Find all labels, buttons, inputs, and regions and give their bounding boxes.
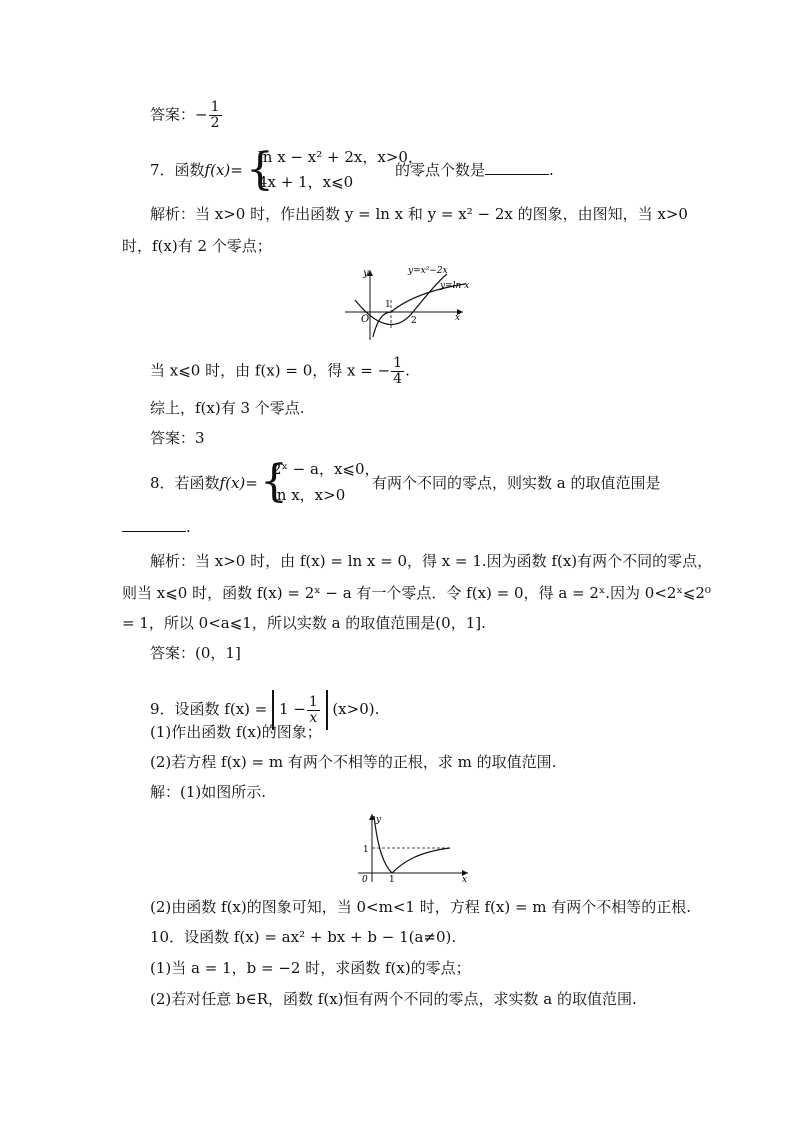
sol7-line-3 <box>150 356 410 387</box>
q9-number: 9．设函数 f(x) = <box>150 700 268 718</box>
q10-line-1: 10．设函数 f(x) = ax² + bx + b − 1(a≠0). <box>150 928 457 946</box>
q7-case-1: ln x − x² + 2x，x>0， <box>258 148 423 166</box>
q7-case-2: 4x + 1，x⩽0 <box>258 173 354 191</box>
denominator: x <box>309 709 318 726</box>
answer-label: 答案： <box>150 105 196 124</box>
sol7-line-2: 时，f(x)有 2 个零点； <box>122 237 272 255</box>
q10-part-2: (2)若对任意 b∈R，函数 f(x)恒有两个不同的零点，求实数 a 的取值范围. <box>150 990 637 1008</box>
sol8-line-1: 解析：当 x>0 时，由 f(x) = ln x = 0，得 x = 1.因为函数 f(x)有两个不同的零点， <box>150 552 713 570</box>
answer-6 <box>150 100 223 131</box>
ln-label: y=ln x <box>440 281 470 291</box>
fraction <box>209 100 222 131</box>
numerator: 1 <box>393 355 403 371</box>
period: . <box>549 161 554 179</box>
y-tick-1-label: 1 <box>363 845 369 855</box>
q8-blank-line <box>122 517 191 537</box>
sol8-answer: 答案：(0，1] <box>150 644 241 662</box>
denominator: 4 <box>393 371 403 387</box>
denominator: 2 <box>210 115 220 131</box>
tick-1-label: 1 <box>385 300 391 310</box>
y-axis-label: y <box>363 268 369 279</box>
origin-label: 0 <box>362 875 368 885</box>
graph-q9 <box>358 810 488 885</box>
y-axis-label: y <box>376 815 382 825</box>
q8-number: 8．若函数 <box>150 474 220 492</box>
q8-case-1: 2ˣ − a，x⩽0， <box>272 460 380 478</box>
period: . <box>186 518 191 536</box>
origin-label: O <box>361 314 370 325</box>
numerator: 1 <box>210 99 220 115</box>
q9-sol-1: 解：(1)如图所示. <box>150 783 267 801</box>
x-axis-label: x <box>455 313 461 323</box>
period: . <box>405 361 410 380</box>
q7-brace: { <box>246 144 274 195</box>
q9-inner: 1 − <box>278 700 306 718</box>
q9-part-2: (2)若方程 f(x) = m 有两个不相等的正根，求 m 的取值范围. <box>150 753 557 771</box>
parabola-label: y=x²−2x <box>408 266 448 276</box>
numerator: 1 <box>308 693 318 710</box>
sol7-line-3-text: 当 x⩽0 时，由 f(x) = 0，得 x = − <box>150 361 391 380</box>
minus-sign: − <box>195 105 208 124</box>
x-axis-label: x <box>462 875 468 885</box>
sol7-line-4: 综上，f(x)有 3 个零点. <box>150 399 305 417</box>
q8-brace: { <box>260 456 288 507</box>
x-tick-1-label: 1 <box>389 875 395 885</box>
q8-fx: f(x)= <box>219 474 258 492</box>
fraction <box>391 356 404 387</box>
q9-sol-2: (2)由函数 f(x)的图象可知，当 0<m<1 时，方程 f(x) = m 有两个不相等的正根. <box>150 898 692 916</box>
q8-case-2: ln x，x>0 <box>272 486 346 504</box>
question-8-label <box>150 473 258 493</box>
question-7-label <box>150 160 243 180</box>
q10-part-1: (1)当 a = 1，b = −2 时，求函数 f(x)的零点； <box>150 959 471 977</box>
answer-blank <box>485 160 549 175</box>
q7-number: 7．函数 <box>150 161 205 179</box>
q7-fx: f(x)= <box>204 161 243 179</box>
abs-bar-right <box>326 690 328 730</box>
q9-tail: (x>0). <box>332 700 380 718</box>
sol7-answer: 答案：3 <box>150 429 205 447</box>
q9-part-1: (1)作出函数 f(x)的图象； <box>150 723 322 741</box>
tick-2-label: 2 <box>411 316 417 326</box>
q7-tail-text: 的零点个数是 <box>395 161 486 179</box>
q8-tail: 有两个不同的零点，则实数 a 的取值范围是 <box>372 474 661 492</box>
sol8-line-2: 则当 x⩽0 时，函数 f(x) = 2ˣ − a 有一个零点．令 f(x) = 0，得 a = 2ˣ.因为 0<2ˣ⩽2⁰ <box>122 584 711 602</box>
q7-tail <box>395 160 554 180</box>
graph-q7 <box>345 262 505 342</box>
fraction <box>307 695 320 726</box>
answer-blank <box>122 517 186 532</box>
sol7-line-1: 解析：当 x>0 时，作出函数 y = ln x 和 y = x² − 2x 的图象，由图知，当 x>0 <box>150 205 688 223</box>
sol8-line-3: = 1，所以 0<a⩽1，所以实数 a 的取值范围是(0，1]. <box>122 614 486 632</box>
